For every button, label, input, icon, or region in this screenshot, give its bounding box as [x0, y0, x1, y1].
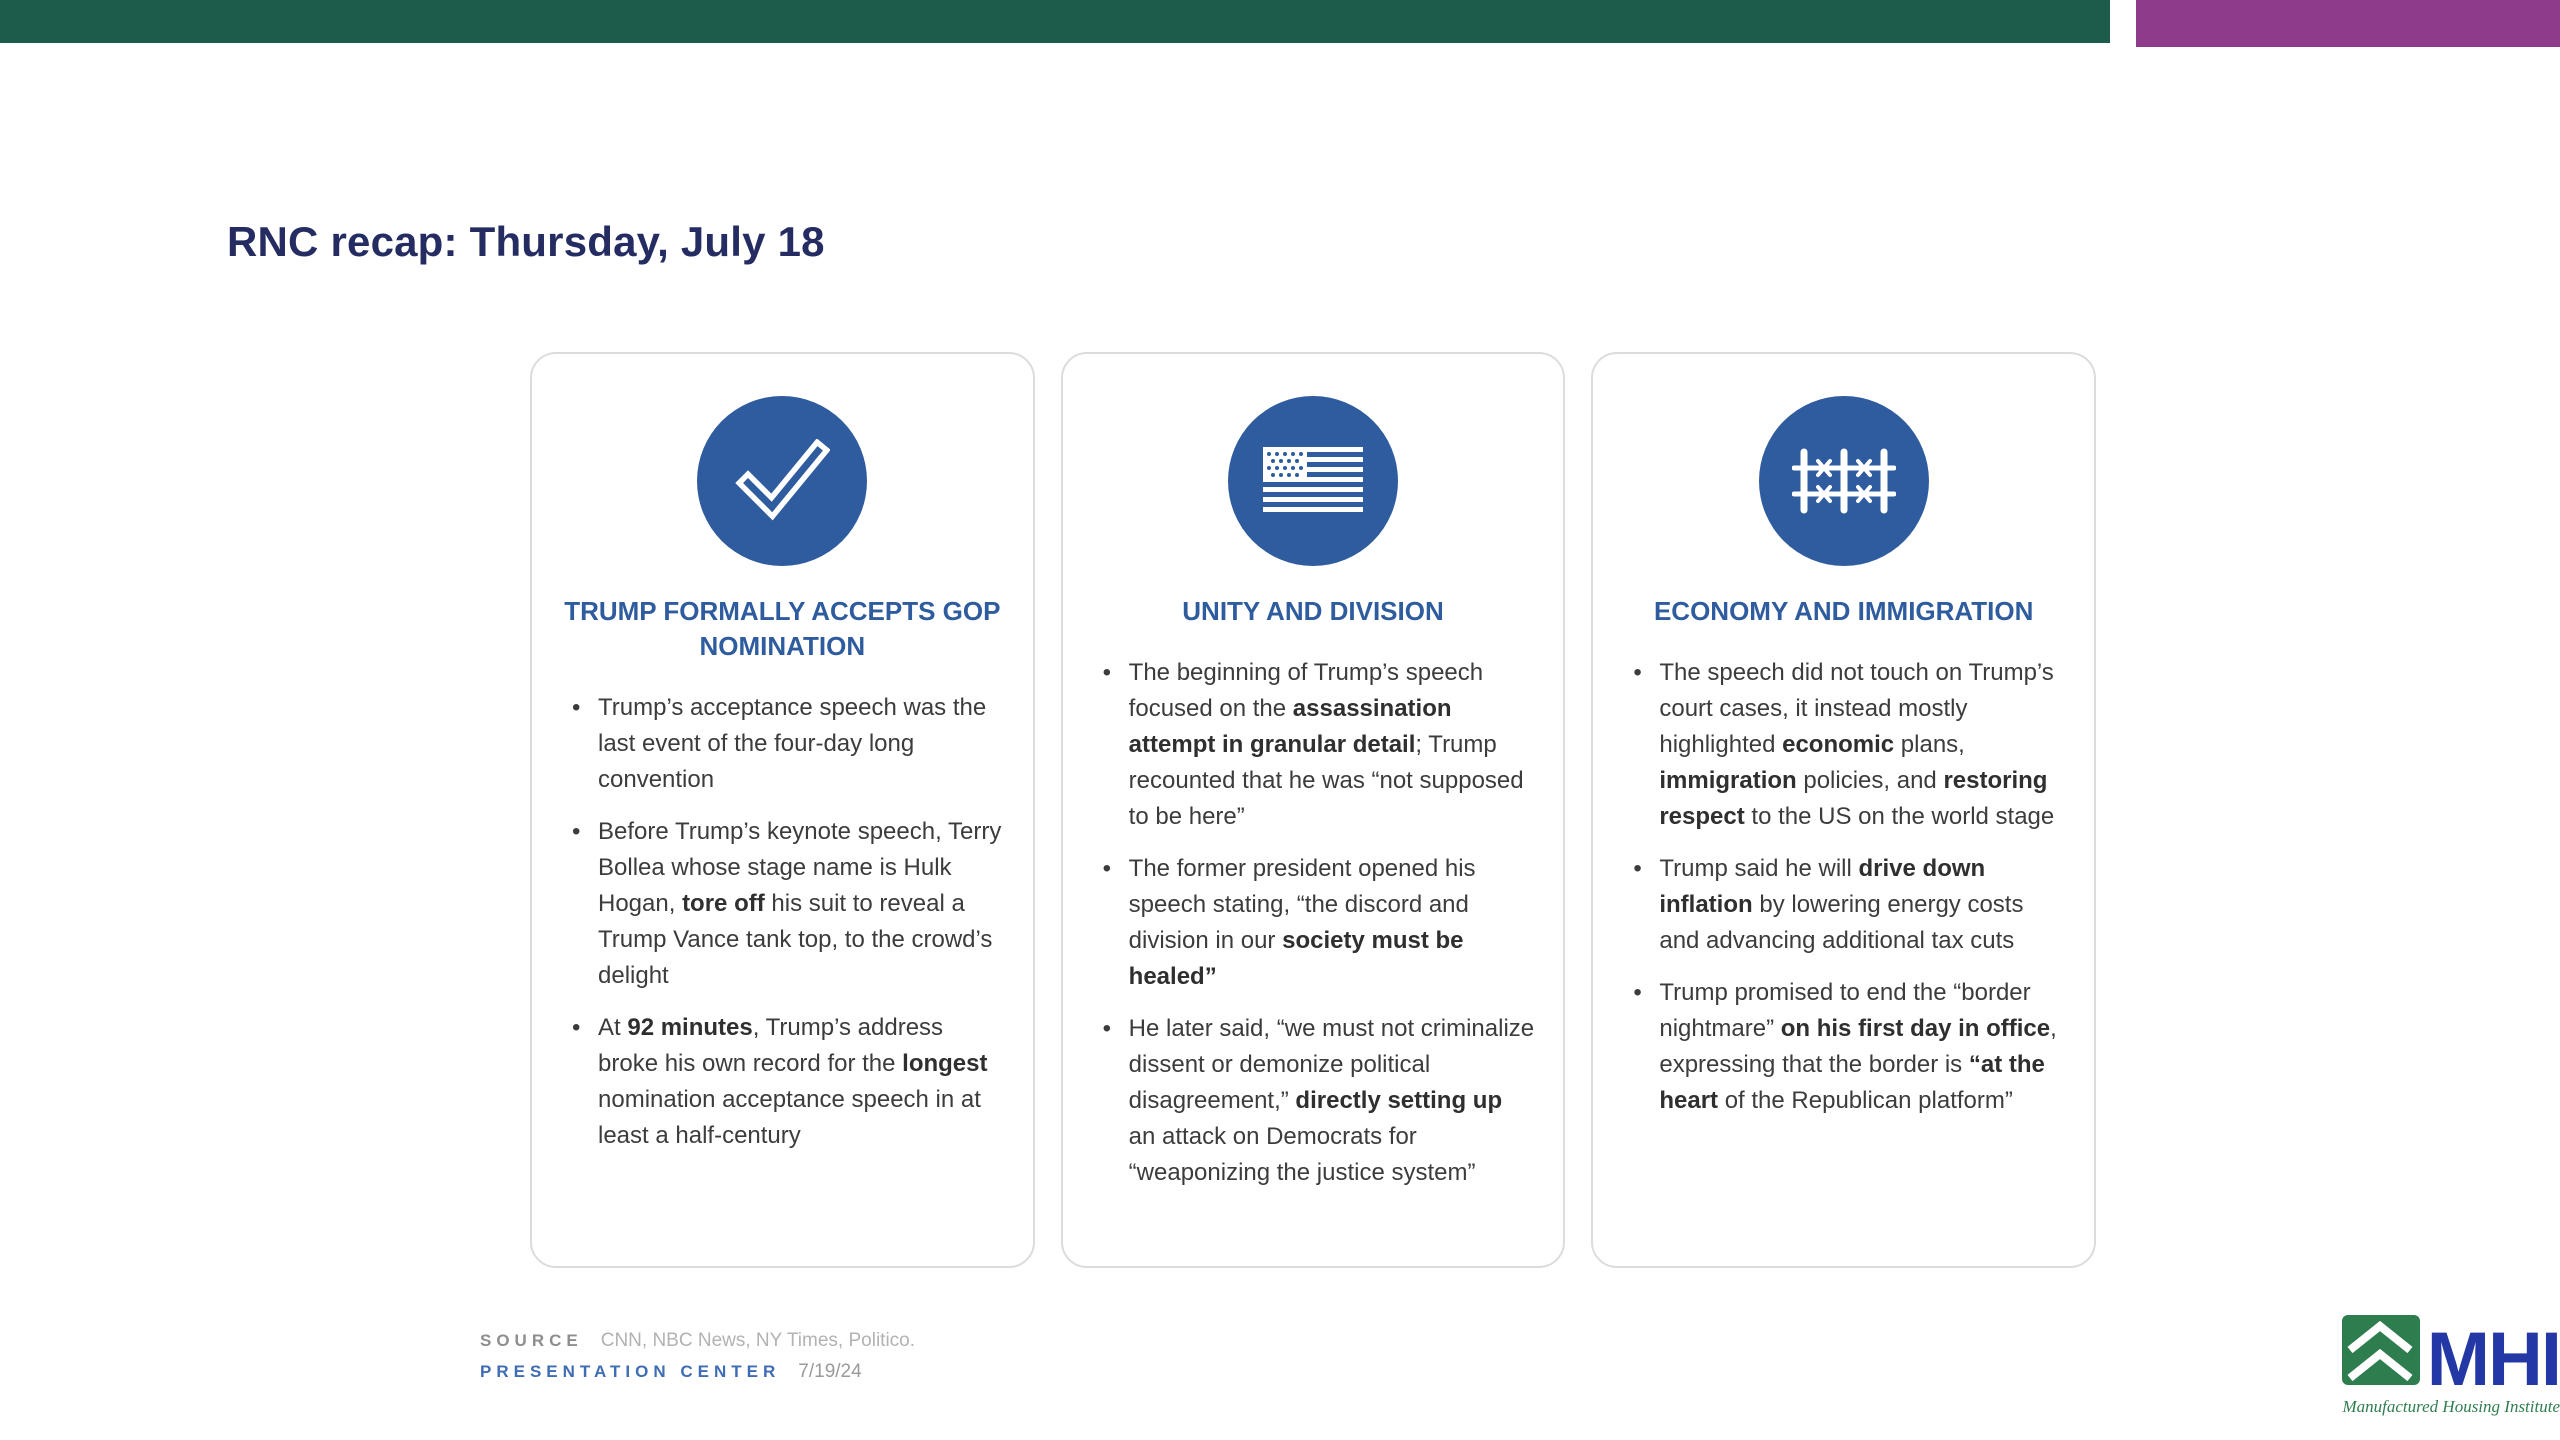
mhi-roof-icon [2341, 1314, 2421, 1391]
card-economy-immigration [1591, 352, 2096, 1268]
bullet-item: • Trump promised to end the “border nightmare” on his first day in office, expressing that the border is “at the heart of the Republican platform” [1629, 975, 2066, 1119]
presentation-date: 7/19/24 [798, 1361, 862, 1382]
bullet-item: • Trump said he will drive down inflation by lowering energy costs and advancing additional tax cuts [1629, 851, 2066, 959]
source-label: SOURCE [480, 1331, 583, 1350]
mhi-wordmark: MHI [2426, 1316, 2560, 1402]
source-block [480, 1330, 915, 1383]
cards-container [530, 352, 2096, 1268]
top-bar-green [0, 0, 2110, 43]
mhi-logo [2326, 1314, 2560, 1417]
source-value: CNN, NBC News, NY Times, Politico. [600, 1330, 916, 1351]
card-trump-nomination [530, 352, 1035, 1268]
mhi-tagline: Manufactured Housing Institute [2342, 1397, 2560, 1416]
bullet-item: • The beginning of Trump’s speech focused on the assassination attempt in granular detail; Trump recounted that he was “not supposed to be here” [1099, 655, 1536, 835]
us-flag-icon [1228, 396, 1398, 566]
card-title: ECONOMY AND IMMIGRATION [1653, 596, 2034, 626]
page-title: RNC recap: Thursday, July 18 [227, 218, 825, 265]
border-fence-icon [1759, 396, 1929, 566]
bullet-item: • The former president opened his speech stating, “the discord and division in our society must be healed” [1099, 851, 1536, 995]
bullet-item: • Trump’s acceptance speech was the last event of the four-day long convention [568, 690, 1005, 798]
bullet-list [1063, 655, 1564, 1191]
bullet-list [1593, 655, 2094, 1119]
bullet-item: • Before Trump’s keynote speech, Terry Bollea whose stage name is Hulk Hogan, tore off his suit to reveal a Trump Vance tank top, to the crowd’s delight [568, 814, 1005, 994]
card-title: UNITY AND DIVISION [1182, 596, 1444, 626]
bullet-item: • The speech did not touch on Trump’s court cases, it instead mostly highlighted economic plans, immigration policies, and restoring respect to the US on the world stage [1629, 655, 2066, 835]
card-unity-division [1061, 352, 1566, 1268]
bullet-item: • At 92 minutes, Trump’s address broke his own record for the longest nomination acceptance speech in at least a half-century [568, 1010, 1005, 1154]
presentation-center-label: PRESENTATION CENTER [480, 1362, 781, 1381]
top-bar-purple [2136, 0, 2560, 47]
card-title: TRUMP FORMALLY ACCEPTS GOP NOMINATION [564, 596, 1001, 661]
bullet-item: • He later said, “we must not criminalize dissent or demonize political disagreement,” directly setting up an attack on Democrats for “weaponizing the justice system” [1099, 1011, 1536, 1191]
checkmark-icon [697, 396, 867, 566]
bullet-list [532, 690, 1033, 1154]
